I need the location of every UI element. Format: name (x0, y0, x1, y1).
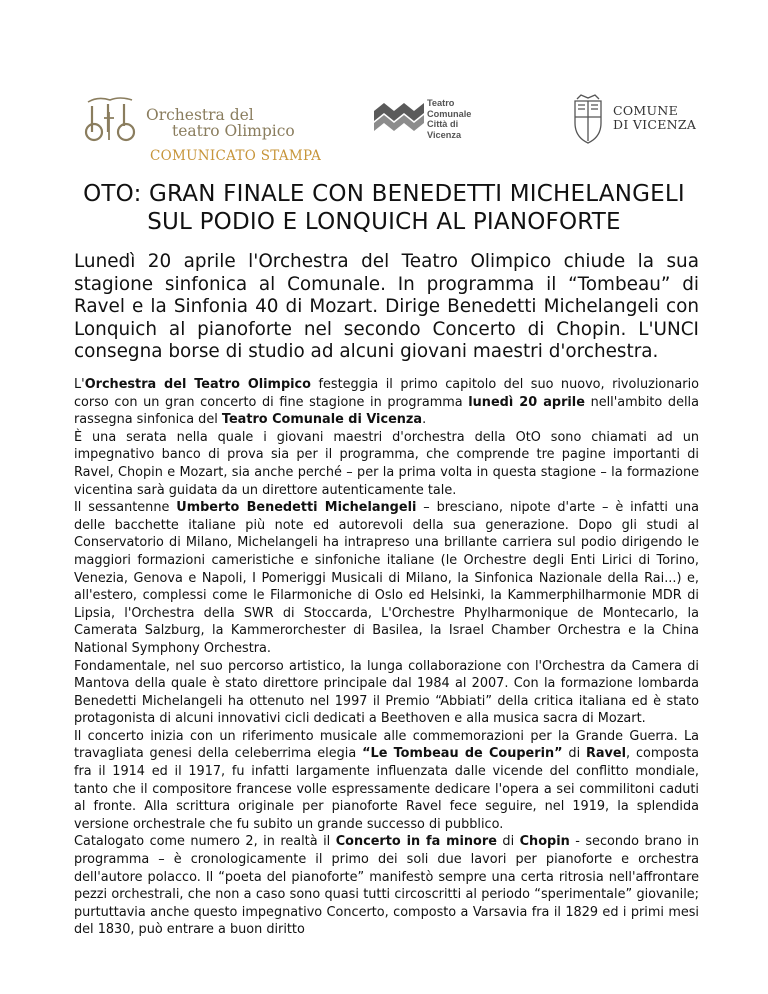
comune-text (613, 104, 696, 132)
body-paragraph (74, 658, 699, 728)
text-run: . (422, 412, 427, 428)
bold-run: Concerto in fa minore (335, 834, 497, 850)
oto-emblem-icon (82, 92, 140, 144)
text-run: – bresciano, nipote d'arte – è infatti una delle bacchette italiane più note ed autorevoli della sua generazione. Dopo gli studi al Conservatorio di Milano, Michelangeli ha intrapreso una brillante carriera sul podio dirigendo le maggiori formazioni cameristiche e sinfoniche italiane (le Orchestre degli Enti Lirici di Torino, Venezia, Genova e Napoli, I Pomeriggi Musicali di Milano, la Sinfonica Nazionale della Rai...) e, all'estero, complessi come le Filarmoniche di Oslo ed Helsinki, la Kammerphilharmonie MDR di Lipsia, l'Orchestra della SWR di Stoccarda, L'Orchestre Phylharmonique de Montecarlo, la Camerata Salzburg, la Kammerorchester di Basilea, la Israel Chamber Orchestra e la China National Symphony Orchestra. (74, 500, 699, 656)
bold-run: lunedì 20 aprile (468, 394, 585, 410)
teatro-line: Città di Vicenza (427, 119, 462, 140)
oto-brand-name (146, 107, 295, 139)
press-release-label: COMUNICATO STAMPA (150, 148, 322, 164)
text-run: È una serata nella quale i giovani maestri d'orchestra della OtO sono chiamati ad un impegnativo banco di prova sia per il programma, che comprende tre pagine importanti di Ravel, Chopin e Mozart, sia anche perché – per la prima volta in questa stagione – la formazione vicentina sarà guidata da un direttore autenticamente tale. (74, 429, 699, 498)
comune-vicenza-logo (569, 93, 699, 145)
bold-run: Chopin (519, 834, 570, 850)
body-paragraph (74, 728, 699, 834)
body-paragraph (74, 376, 699, 429)
oto-name-line2: teatro Olimpico (172, 122, 295, 140)
body-paragraph (74, 429, 699, 499)
text-run: L' (74, 377, 85, 392)
bold-run: “Le Tombeau de Couperin” (362, 746, 563, 762)
text-run: Catalogato come numero 2, in realtà il (74, 834, 336, 850)
text-run: nell'ambito della rassegna sinfonica del (74, 394, 699, 428)
header-logos (0, 86, 768, 166)
bold-run: Orchestra del Teatro Olimpico (84, 377, 311, 392)
coat-of-arms-icon (569, 93, 607, 145)
bold-run: Ravel (585, 746, 627, 762)
oto-logo (82, 92, 297, 144)
comune-line: COMUNE (613, 103, 679, 118)
page-title (40, 180, 728, 236)
text-run: di (496, 834, 520, 850)
bold-run: Teatro Comunale di Vicenza (221, 412, 423, 428)
teatro-line: Teatro (427, 98, 455, 108)
text-run: festeggia il primo capitolo del suo nuovo, rivoluzionario corso con un gran concerto di fine stagione in programma (74, 377, 699, 410)
oto-name-line1: Orchestra del (146, 106, 254, 124)
teatro-comunale-text (427, 98, 492, 140)
comune-line: DI VICENZA (613, 117, 697, 132)
teatro-line: Comunale (427, 108, 472, 119)
body-paragraph (74, 499, 699, 657)
teatro-wave-icon (372, 101, 426, 135)
text-run: , composta fra il 1914 ed il 1917, fu infatti largamente influenzata dalle vicende del conflitto mondiale, tanto che il compositore francese volle espressamente dedicare l'opera a sei commilitoni caduti al fronte. Alla scrittura originale per pianoforte Ravel fece seguire, nel 1919, la splendida versione orchestrale che fu subito un grande successo di pubblico. (74, 746, 699, 832)
text-run: Fondamentale, nel suo percorso artistico, la lunga collaborazione con l'Orchestra da Camera di Mantova della quale è stato direttore principale dal 1984 al 2007. Con la formazione lombarda Benedetti Michelangeli ha ottenuto nel 1997 il Premio “Abbiati” della critica italiana ed è stato protagonista di alcuni innovativi cicli dedicati a Beethoven e alla musica sacra di Mozart. (74, 658, 699, 727)
text-run: Il sessantenne (74, 500, 177, 516)
lead-paragraph: Lunedì 20 aprile l'Orchestra del Teatro Olimpico chiude la sua stagione sinfonica al Comunale. In programma il “Tombeau” di Ravel e la Sinfonia 40 di Mozart. Dirige Benedetti Michelangeli con Lonquich al pianoforte nel secondo Concerto di Chopin. L'UNCI consegna borse di studio ad alcuni giovani maestri d'orchestra. (74, 251, 699, 362)
text-run: Il concerto inizia con un riferimento musicale alle commemorazioni per la Grande Guerra. La travagliata genesi della celeberrima elegia (74, 728, 699, 762)
body-paragraph (74, 833, 699, 939)
text-run: - secondo brano in programma – è cronologicamente il primo dei soli due lavori per pianoforte e orchestra dell'autore polacco. Il “poeta del pianoforte” manifestò sempre una certa ritrosia nell'affrontare pezzi orchestrali, che non a caso sono quasi tutti circoscritti al periodo “sperimentale” giovanile; purtuttavia anche questo impegnativo Concerto, composto a Varsavia fra il 1829 ed i primi mesi del 1830, può entrare a buon diritto (74, 834, 700, 938)
body-text (74, 376, 699, 939)
title-line1: OTO: GRAN FINALE CON BENEDETTI MICHELANGELI (83, 181, 685, 207)
bold-run: Umberto Benedetti Michelangeli (176, 500, 417, 516)
teatro-comunale-logo (372, 98, 492, 138)
text-run: di (562, 746, 586, 762)
title-line2: SUL PODIO E LONQUICH AL PIANOFORTE (147, 209, 621, 235)
